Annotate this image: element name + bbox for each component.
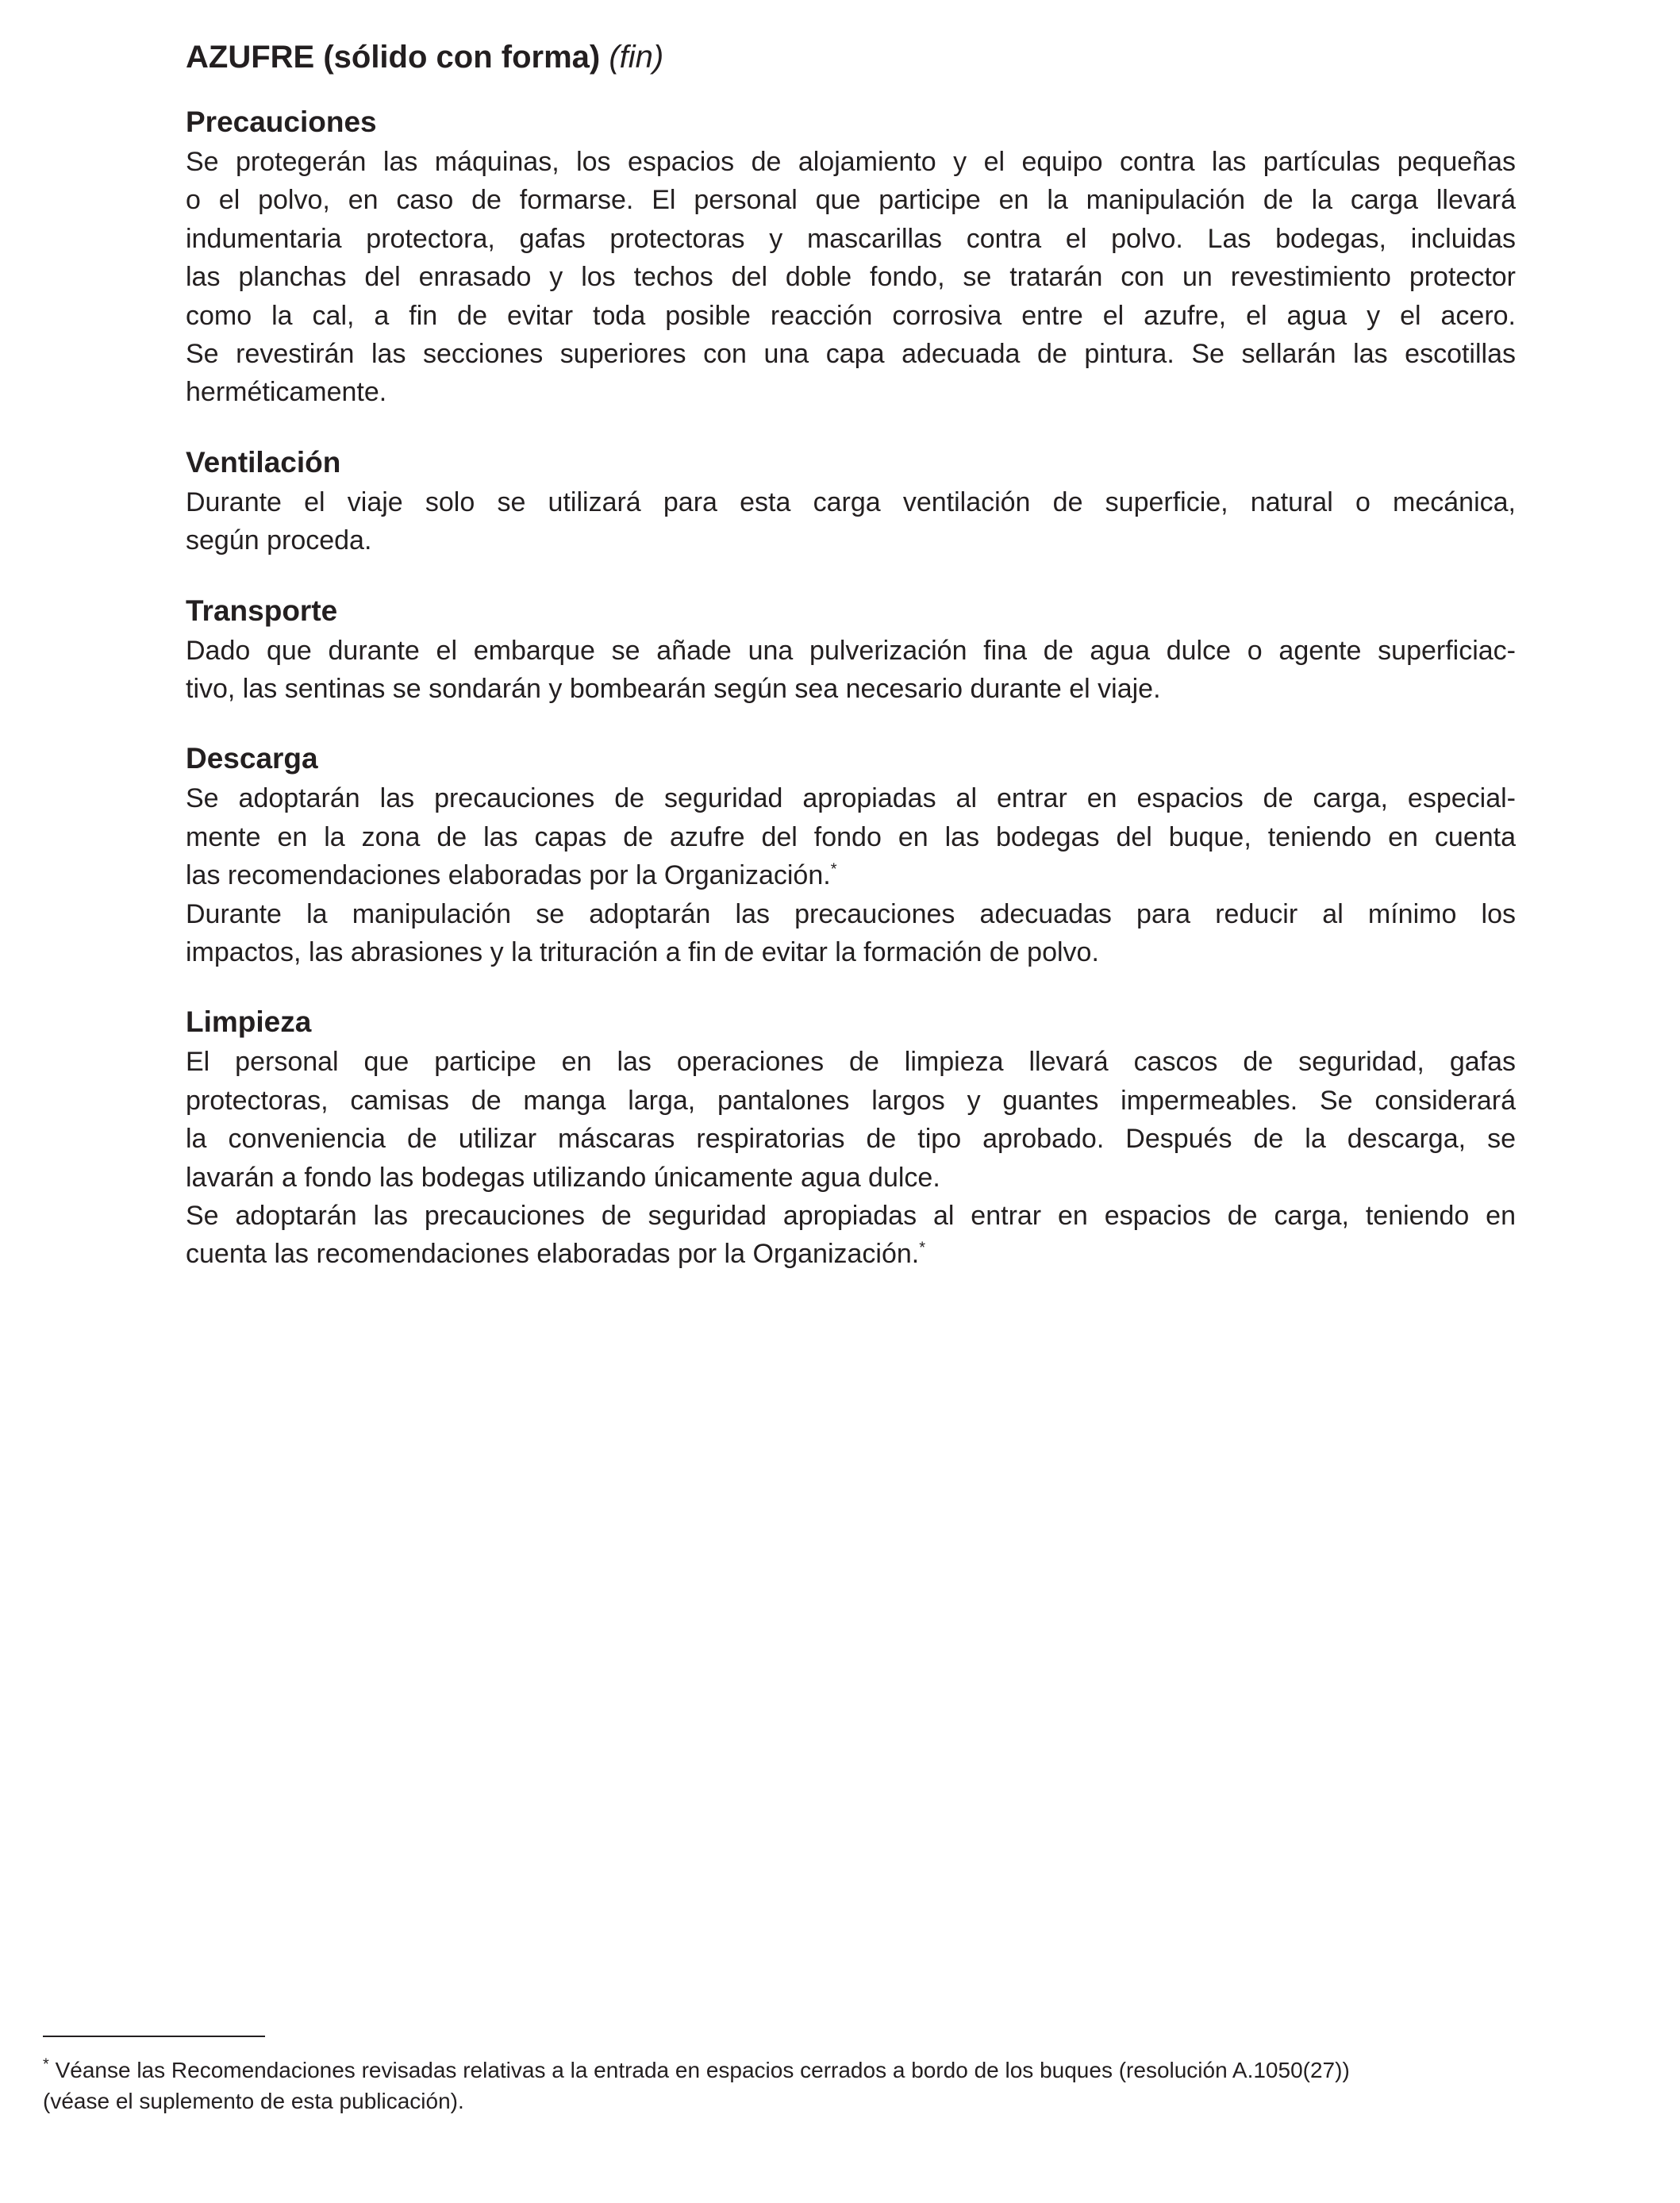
- footnote-marker: *: [43, 2055, 49, 2074]
- text-line-content: tivo, las sentinas se sondarán y bombearán según sea necesario durante el viaje.: [186, 673, 1161, 704]
- text-line: [186, 1120, 1516, 1158]
- section-descarga: [186, 738, 1516, 971]
- text-line-content: Se revestirán las secciones superiores con una capa adecuada de pintura. Se sellarán las escotillas: [186, 338, 1516, 369]
- text-line: [186, 220, 1516, 258]
- text-line-content: Dado que durante el embarque se añade una pulverización fina de agua dulce o agente superficiac-: [186, 635, 1516, 666]
- text-line-content: protectoras, camisas de manga larga, pantalones largos y guantes impermeables. Se considerará: [186, 1085, 1516, 1116]
- title-suffix: (fin): [609, 40, 664, 75]
- document-body: [186, 35, 1516, 1304]
- text-line: [186, 483, 1516, 521]
- section-heading: Ventilación: [186, 445, 341, 479]
- text-line-content: las recomendaciones elaboradas por la Organización.: [186, 860, 831, 891]
- text-line-content: mente en la zona de las capas de azufre del fondo en las bodegas del buque, teniendo en cuenta: [186, 821, 1516, 852]
- footnote-line: [43, 2055, 1516, 2086]
- text-line: [186, 818, 1516, 856]
- paragraph: [186, 779, 1516, 894]
- paragraph: [186, 143, 1516, 412]
- text-line-content: herméticamente.: [186, 377, 387, 408]
- text-line: [186, 1082, 1516, 1120]
- text-line: [186, 143, 1516, 181]
- text-line: [186, 258, 1516, 296]
- text-line-content: Se protegerán las máquinas, los espacios de alojamiento y el equipo contra las partículas pequeñas: [186, 147, 1516, 177]
- footnote-line: (véase el suplemento de esta publicación).: [43, 2089, 464, 2113]
- text-line-content: Durante el viaje solo se utilizará para esta carga ventilación de superficie, natural o mecánica,: [186, 486, 1516, 517]
- text-line: [186, 856, 1516, 894]
- footnote-reference: *: [830, 860, 837, 879]
- text-line-content: El personal que participe en las operaciones de limpieza llevará cascos de seguridad, gafas: [186, 1047, 1516, 1078]
- text-line: [186, 895, 1516, 933]
- footnote-rule: [43, 2036, 265, 2037]
- paragraph: [186, 1197, 1516, 1274]
- section-transporte: [186, 590, 1516, 709]
- footnote-text: Véanse las Recomendaciones revisadas relativas a la entrada en espacios cerrados a bordo de los buques (resolución A.1050(27)): [55, 2058, 1350, 2082]
- text-line-content: o el polvo, en caso de formarse. El personal que participe en la manipulación de la carga llevará: [186, 185, 1516, 216]
- text-line: [186, 1197, 1516, 1235]
- paragraph: [186, 1043, 1516, 1197]
- paragraph: [186, 632, 1516, 709]
- text-line: [186, 521, 1516, 559]
- paragraph: [186, 895, 1516, 972]
- text-line: [186, 670, 1516, 708]
- text-line-content: indumentaria protectora, gafas protectoras y mascarillas contra el polvo. Las bodegas, incluidas: [186, 223, 1516, 254]
- text-line-content: como la cal, a fin de evitar toda posible reacción corrosiva entre el azufre, el agua y el acero.: [186, 300, 1516, 331]
- section-heading: Transporte: [186, 594, 338, 627]
- sections: [186, 102, 1516, 1274]
- paragraph: [186, 483, 1516, 560]
- text-line-content: Durante la manipulación se adoptarán las precauciones adecuadas para reducir al mínimo los: [186, 898, 1516, 929]
- text-line-content: impactos, las abrasiones y la trituración a fin de evitar la formación de polvo.: [186, 936, 1099, 967]
- text-line-content: según proceda.: [186, 525, 372, 556]
- text-line: [186, 335, 1516, 373]
- text-line: [186, 933, 1516, 971]
- text-line: [186, 181, 1516, 219]
- text-line-content: las planchas del enrasado y los techos del doble fondo, se tratarán con un revestimiento protector: [186, 262, 1516, 293]
- text-line: [186, 297, 1516, 335]
- section-limpieza: [186, 1002, 1516, 1273]
- text-line: [186, 373, 1516, 411]
- text-line: [186, 779, 1516, 817]
- footnote-reference: *: [919, 1239, 926, 1257]
- section-heading: Precauciones: [186, 106, 377, 138]
- text-line-content: lavarán a fondo las bodegas utilizando únicamente agua dulce.: [186, 1162, 940, 1193]
- text-line-content: Se adoptarán las precauciones de seguridad apropiadas al entrar en espacios de carga, especial-: [186, 783, 1516, 814]
- title-main: AZUFRE (sólido con forma): [186, 40, 601, 75]
- page-title: [186, 35, 1516, 79]
- text-line-content: cuenta las recomendaciones elaboradas por la Organización.: [186, 1239, 920, 1270]
- text-line: [186, 632, 1516, 670]
- text-line: [186, 1159, 1516, 1197]
- text-line: [186, 1043, 1516, 1081]
- text-line: [186, 1235, 1516, 1273]
- footnote: [43, 2036, 1516, 2116]
- section-heading: Descarga: [186, 742, 318, 775]
- section-heading: Limpieza: [186, 1005, 312, 1039]
- text-line-content: la conveniencia de utilizar máscaras respiratorias de tipo aprobado. Después de la descarga, se: [186, 1124, 1516, 1155]
- section-ventilacion: [186, 442, 1516, 560]
- section-precauciones: [186, 102, 1516, 412]
- text-line-content: Se adoptarán las precauciones de seguridad apropiadas al entrar en espacios de carga, teniendo en: [186, 1200, 1516, 1231]
